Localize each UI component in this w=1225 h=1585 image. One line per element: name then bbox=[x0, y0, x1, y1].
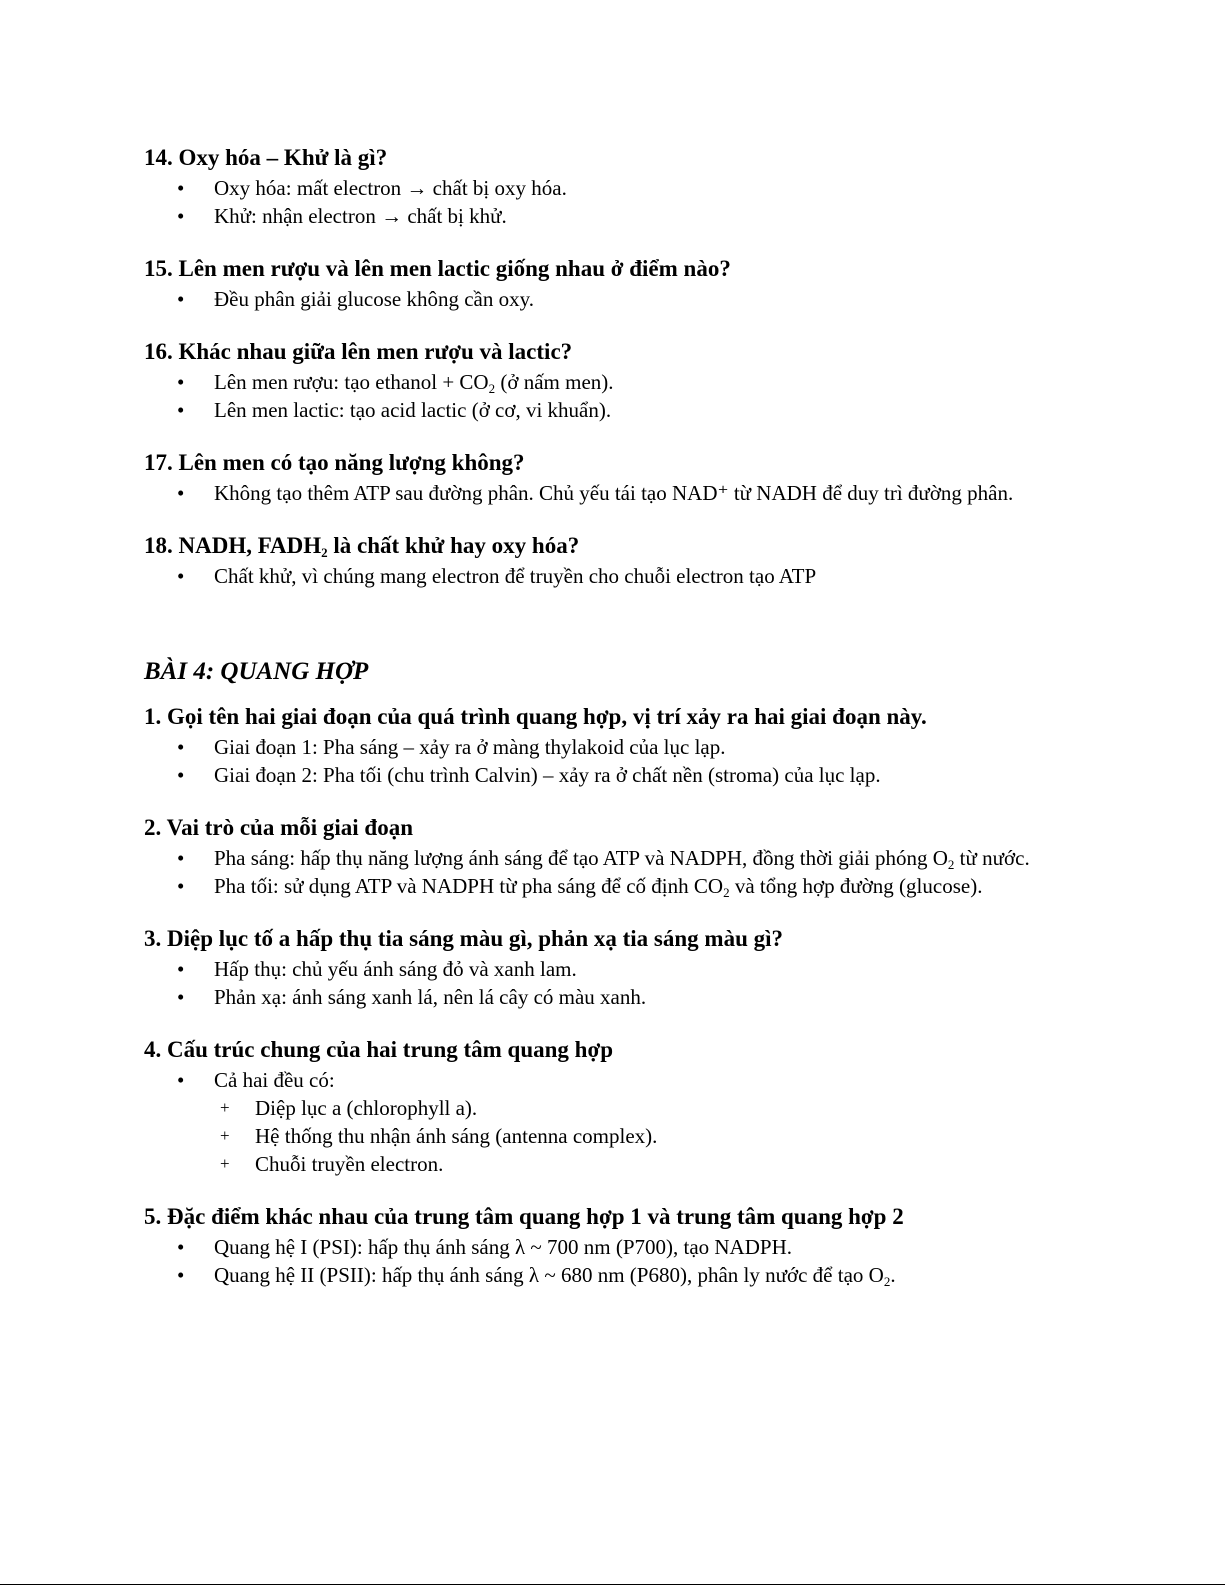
question-1-title: 1. Gọi tên hai giai đoạn của quá trình quang hợp, vị trí xảy ra hai giai đoạn này. bbox=[144, 704, 927, 729]
answer-item: • Phản xạ: ánh sáng xanh lá, nên lá cây có màu xanh. bbox=[144, 983, 1084, 1011]
question-16-answers bbox=[144, 368, 1084, 424]
answer-item: • Giai đoạn 1: Pha sáng – xảy ra ở màng thylakoid của lục lạp. bbox=[144, 733, 1084, 761]
document-page bbox=[144, 142, 1084, 1289]
question-3-answers bbox=[144, 955, 1084, 1011]
sub-answer-item: + Chuỗi truyền electron. bbox=[184, 1150, 1084, 1178]
answer-item bbox=[144, 368, 1084, 396]
title-text: 18. NADH, FADH bbox=[144, 533, 322, 558]
answer-text: . bbox=[890, 1263, 896, 1287]
question-16-title: 16. Khác nhau giữa lên men rượu và lactic? bbox=[144, 339, 573, 364]
answer-text: Pha sáng: hấp thụ năng lượng ánh sáng để tạo ATP và NADPH, đồng thời giải phóng O bbox=[214, 846, 948, 870]
answer-text: từ nước. bbox=[954, 846, 1030, 870]
answer-text: Lên men rượu: tạo ethanol + CO bbox=[214, 370, 489, 394]
answer-item: • Giai đoạn 2: Pha tối (chu trình Calvin) – xảy ra ở chất nền (stroma) của lục lạp. bbox=[144, 761, 1084, 789]
question-18-answers bbox=[144, 562, 1084, 590]
answer-item bbox=[144, 872, 1084, 900]
answer-item bbox=[144, 844, 1084, 872]
answer-item: • Lên men lactic: tạo acid lactic (ở cơ, vi khuẩn). bbox=[144, 396, 1084, 424]
subscript: 2 bbox=[723, 885, 730, 900]
title-text: là chất khử hay oxy hóa? bbox=[327, 533, 580, 558]
answer-item: • Hấp thụ: chủ yếu ánh sáng đỏ và xanh lam. bbox=[144, 955, 1084, 983]
answer-item: • Không tạo thêm ATP sau đường phân. Chủ yếu tái tạo NAD⁺ từ NADH để duy trì đường phân. bbox=[144, 479, 1084, 507]
question-14-answers bbox=[144, 174, 1084, 230]
question-4-answers bbox=[144, 1066, 1084, 1094]
answer-text: (ở nấm men). bbox=[495, 370, 614, 394]
lesson-title: BÀI 4: QUANG HỢP bbox=[144, 658, 369, 685]
answer-text: Pha tối: sử dụng ATP và NADPH từ pha sáng để cố định CO bbox=[214, 874, 724, 898]
sub-answer-item: + Diệp lục a (chlorophyll a). bbox=[184, 1094, 1084, 1122]
question-4-subanswers bbox=[184, 1094, 1084, 1178]
question-17-answers bbox=[144, 479, 1084, 507]
answer-text: và tổng hợp đường (glucose). bbox=[729, 874, 983, 898]
subscript: 2 bbox=[321, 545, 328, 560]
answer-item: • Chất khử, vì chúng mang electron để truyền cho chuỗi electron tạo ATP bbox=[144, 562, 1084, 590]
question-2-answers bbox=[144, 844, 1084, 900]
subscript: 2 bbox=[947, 857, 955, 872]
question-2-title: 2. Vai trò của mỗi giai đoạn bbox=[144, 815, 414, 840]
answer-item: • Đều phân giải glucose không cần oxy. bbox=[144, 285, 1084, 313]
answer-text: Quang hệ II (PSII): hấp thụ ánh sáng λ ~ 680 nm (P680), phân ly nước để tạo O bbox=[214, 1263, 884, 1287]
answer-item: • Oxy hóa: mất electron → chất bị oxy hóa. bbox=[144, 174, 1084, 202]
subscript: 2 bbox=[488, 381, 496, 396]
question-15-answers bbox=[144, 285, 1084, 313]
answer-item: • Khử: nhận electron → chất bị khử. bbox=[144, 202, 1084, 230]
answer-item bbox=[144, 1261, 1084, 1289]
question-14-title: 14. Oxy hóa – Khử là gì? bbox=[144, 145, 388, 170]
answer-item: • Quang hệ I (PSI): hấp thụ ánh sáng λ ~ 700 nm (P700), tạo NADPH. bbox=[144, 1233, 1084, 1261]
subscript: 2 bbox=[883, 1274, 891, 1289]
answer-item: • Cả hai đều có: bbox=[144, 1066, 1084, 1094]
question-4-title: 4. Cấu trúc chung của hai trung tâm quang hợp bbox=[144, 1037, 613, 1062]
question-17-title: 17. Lên men có tạo năng lượng không? bbox=[144, 450, 525, 475]
question-1-answers bbox=[144, 733, 1084, 789]
question-5-answers bbox=[144, 1233, 1084, 1289]
question-3-title: 3. Diệp lục tố a hấp thụ tia sáng màu gì, phản xạ tia sáng màu gì? bbox=[144, 926, 784, 951]
sub-answer-item: + Hệ thống thu nhận ánh sáng (antenna complex). bbox=[184, 1122, 1084, 1150]
question-15-title: 15. Lên men rượu và lên men lactic giống nhau ở điểm nào? bbox=[144, 256, 731, 281]
question-18-title bbox=[144, 530, 1084, 562]
question-5-title: 5. Đặc điểm khác nhau của trung tâm quang hợp 1 và trung tâm quang hợp 2 bbox=[144, 1204, 904, 1229]
